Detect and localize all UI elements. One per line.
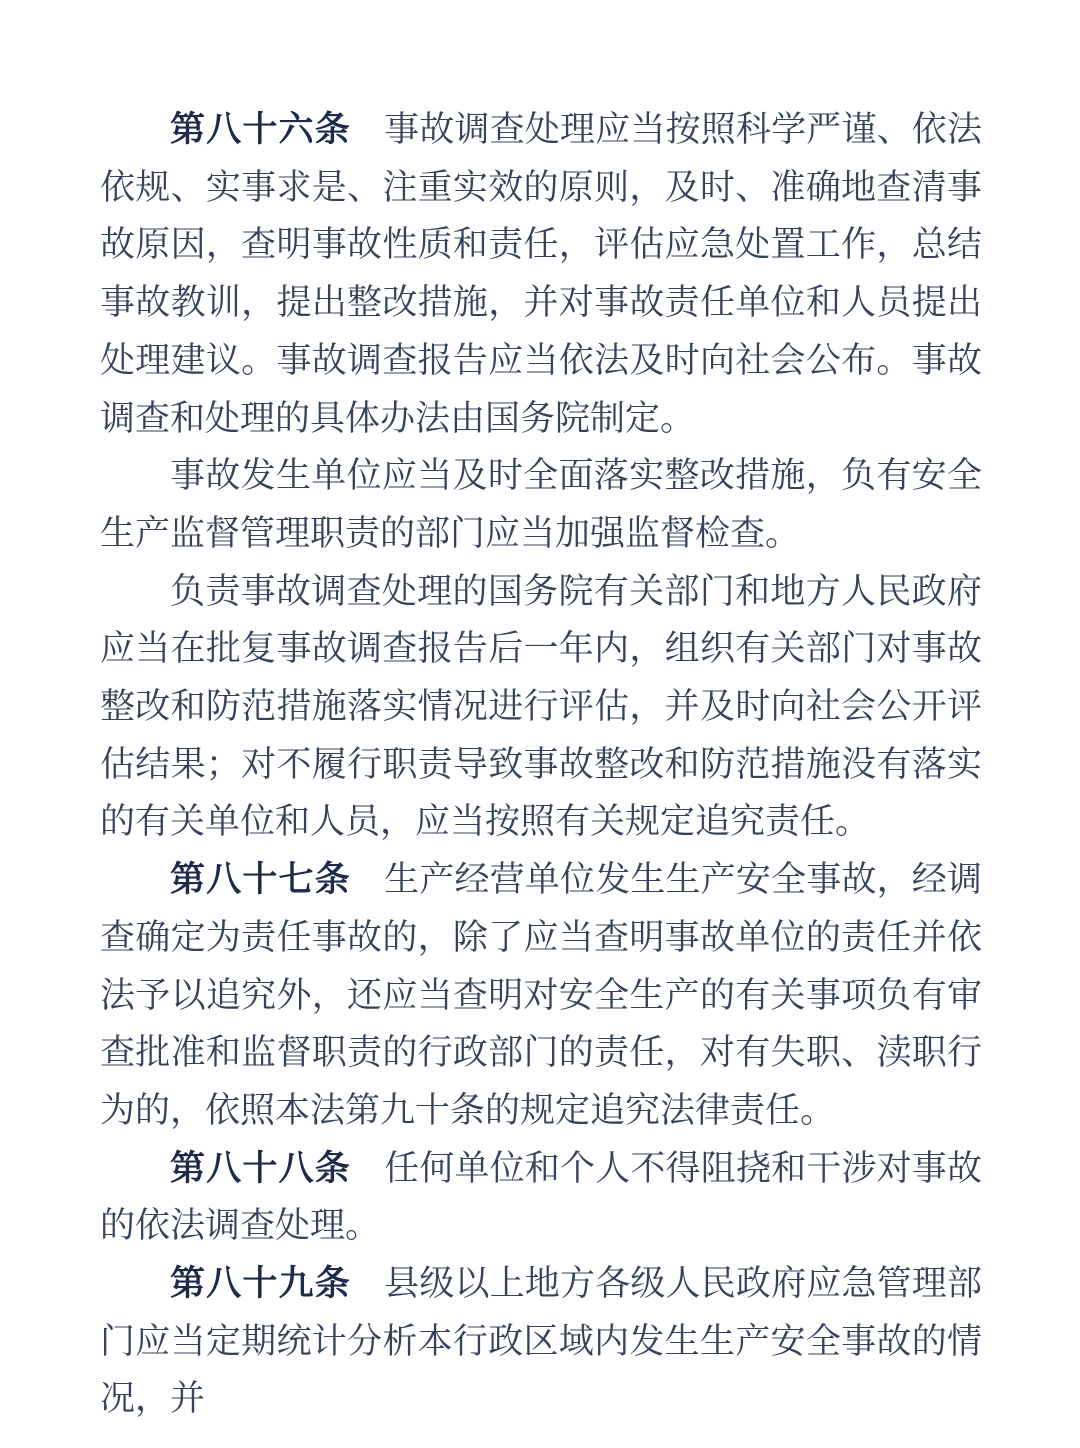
paragraph-article-88 — [100, 1140, 982, 1255]
article-87-text: 生产经营单位发生生产安全事故，经调查确定为责任事故的，除了应当查明事故单位的责任并依法予以追究外，还应当查明对安全生产的有关事项负有审查批准和监督职责的行政部门的责任，对有失职、渎职行为的，依照本法第九十条的规定追究法律责任。 — [100, 860, 982, 1130]
article-86-clause-2-text: 事故发生单位应当及时全面落实整改措施，负有安全生产监督管理职责的部门应当加强监督检查。 — [100, 456, 982, 553]
article-86-number: 第八十六条 — [170, 110, 351, 149]
paragraph-article-89 — [100, 1255, 982, 1428]
paragraph-article-86-clause-2 — [100, 447, 982, 562]
article-88-number: 第八十八条 — [170, 1148, 351, 1188]
paragraph-article-87 — [100, 851, 982, 1140]
article-86-clause-3-text: 负责事故调查处理的国务院有关部门和地方人民政府应当在批复事故调查报告后一年内，组织有关部门对事故整改和防范措施落实情况进行评估，并及时向社会公开评估结果；对不履行职责导致事故整改和防范措施没有落实的有关单位和人员，应当按照有关规定追究责任。 — [100, 571, 982, 842]
paragraph-article-86 — [100, 101, 982, 447]
article-86-text: 事故调查处理应当按照科学严谨、依法依规、实事求是、注重实效的原则，及时、准确地查清事故原因，查明事故性质和责任，评估应急处置工作，总结事故教训，提出整改措施，并对事故责任单位和人员提出处理建议。事故调查报告应当依法及时向社会公布。事故调查和处理的具体办法由国务院制定。 — [100, 110, 982, 438]
article-87-number: 第八十七条 — [170, 860, 351, 900]
article-88-text: 任何单位和个人不得阻挠和干涉对事故的依法调查处理。 — [100, 1148, 982, 1246]
article-89-number: 第八十九条 — [170, 1264, 351, 1304]
article-89-text: 县级以上地方各级人民政府应急管理部门应当定期统计分析本行政区域内发生生产安全事故的情况，并 — [100, 1264, 982, 1419]
paragraph-article-86-clause-3 — [100, 563, 982, 852]
document-body — [100, 101, 982, 1428]
